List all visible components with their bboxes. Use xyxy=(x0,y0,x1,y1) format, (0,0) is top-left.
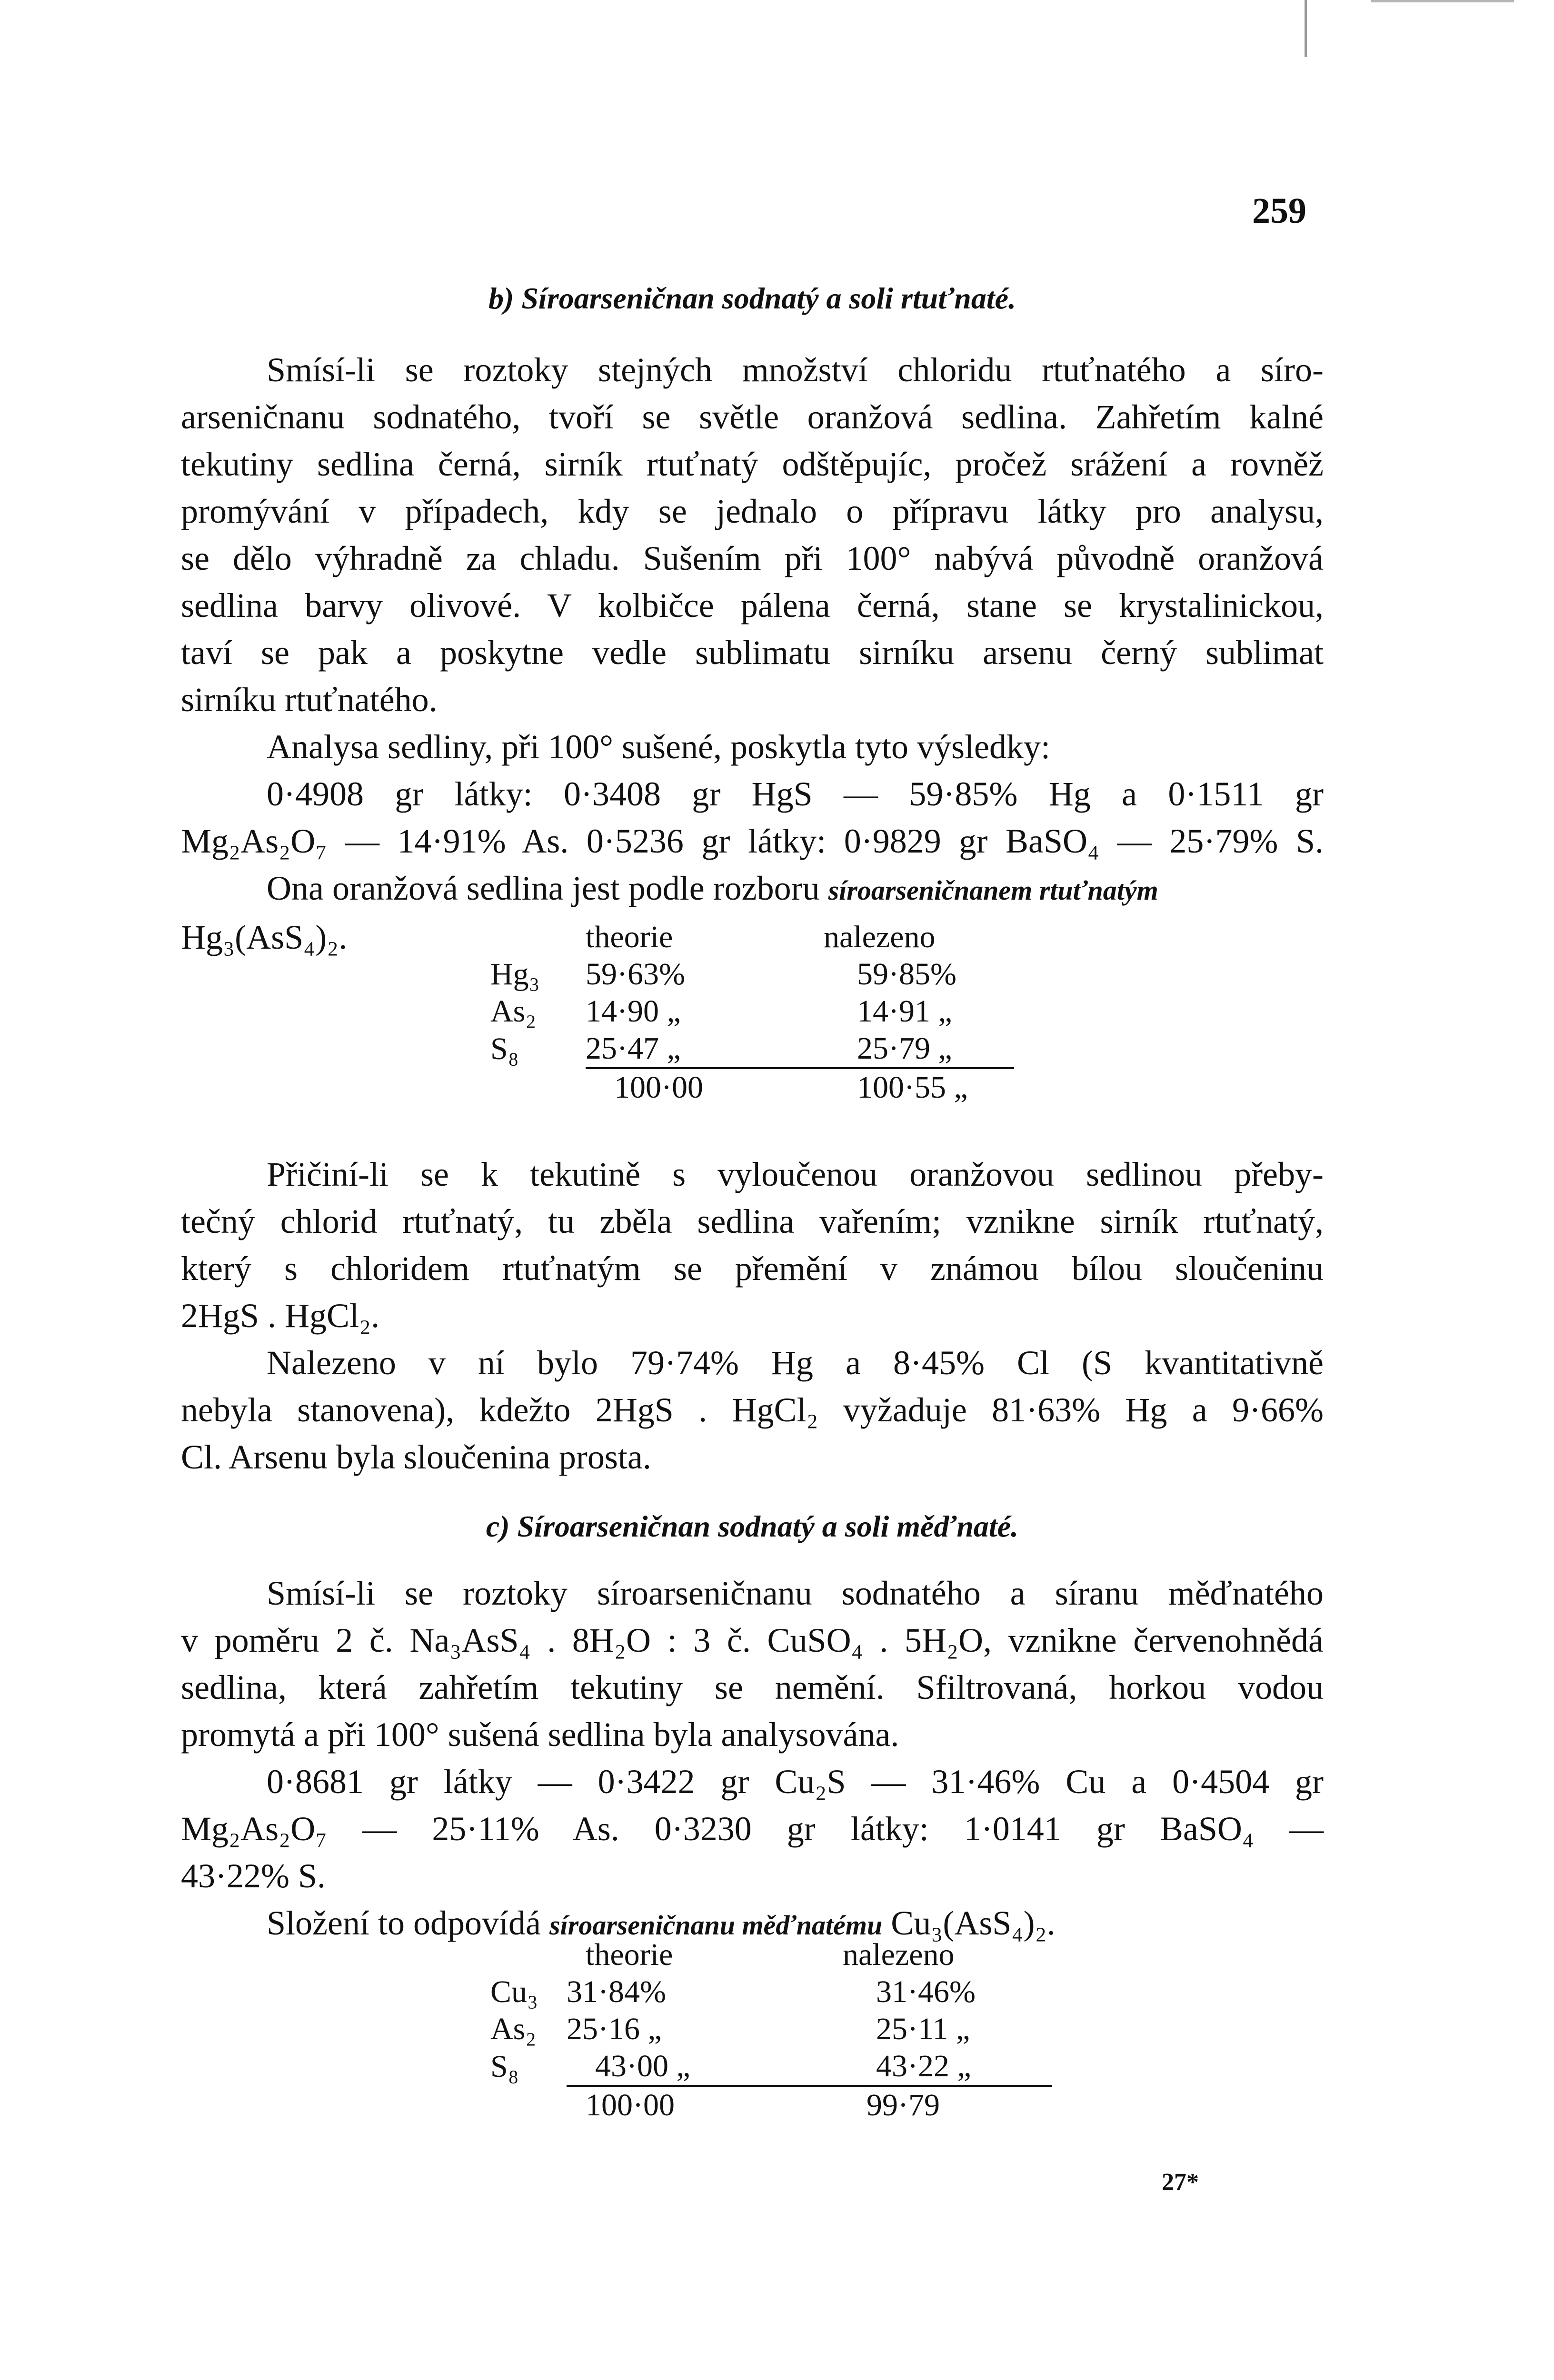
element: S₈ xyxy=(490,1031,519,1066)
element: S₈ xyxy=(490,2049,519,2084)
text-line: sirníku rtuťnatého. xyxy=(181,681,438,719)
element: Cu₃ xyxy=(490,1974,538,2009)
table-row xyxy=(490,1973,1052,2011)
element: As₂ xyxy=(490,2012,537,2046)
analysis-result-line: Mg₂As₂O₇ — 14·91% As. 0·5236 gr látky: 0·9829 gr BaSO₄ — 25·79% S. xyxy=(181,822,1324,860)
text-line: Smísí-li se roztoky síroarseničnanu sodnatého a síranu měďnatého xyxy=(267,1574,1324,1612)
analysis-result-line: 43·22% S. xyxy=(181,1857,326,1895)
table-row xyxy=(490,956,1014,993)
page-number: 259 xyxy=(1252,191,1306,231)
found-value: 14·91 „ xyxy=(857,994,952,1029)
section-b-paragraph-5 xyxy=(181,1151,1324,1481)
scan-edge-mark xyxy=(1305,0,1312,57)
section-c-heading xyxy=(181,1509,1324,1544)
table-row xyxy=(490,2048,1052,2086)
text-line: v poměru 2 č. Na₃AsS₄ . 8H₂O : 3 č. CuSO₄ . 5H₂O, vznikne červenohnědá xyxy=(181,1621,1324,1659)
compound-name: síroarseničnanem rtuťnatým xyxy=(828,875,1158,906)
table-row xyxy=(490,993,1014,1030)
section-c-label: c) xyxy=(486,1509,510,1543)
text-line: se dělo výhradně za chladu. Sušením při 100° nabývá původně oranžová xyxy=(181,539,1324,577)
text-line: sedlina, která zahřetím tekutiny se nemění. Sfiltrovaná, horkou vodou xyxy=(181,1668,1324,1706)
header-found: nalezeno xyxy=(843,1937,955,1972)
text-line: Smísí-li se roztoky stejných množství chloridu rtuťnatého a síro- xyxy=(267,351,1324,389)
composition-text: Ona oranžová sedlina jest podle rozboru xyxy=(267,869,820,907)
text-line: taví se pak a poskytne vedle sublimatu sirníku arsenu černý sublimat xyxy=(181,634,1324,672)
section-c-title: Síroarseničnan sodnatý a soli měďnaté. xyxy=(517,1509,1019,1543)
compound-formula: Cu₃(AsS₄)₂. xyxy=(891,1904,1056,1942)
element: As₂ xyxy=(490,994,537,1029)
text-line: tekutiny sedlina černá, sirník rtuťnatý odštěpujíc, pročež srážení a rovněž xyxy=(181,445,1324,483)
header-found: nalezeno xyxy=(824,920,936,954)
text-line: arseničnanu sodnatého, tvoří se světle oranžová sedlina. Zahřetím kalné xyxy=(181,398,1324,436)
found-value: 43·22 „ xyxy=(824,2048,1052,2086)
text-line: nebyla stanovena), kdežto 2HgS . HgCl₂ vyžaduje 81·63% Hg a 9·66% xyxy=(181,1391,1324,1429)
text-line: který s chloridem rtuťnatým se přemění v známou bílou sloučeninu xyxy=(181,1250,1324,1288)
found-value: 59·85% xyxy=(857,957,956,992)
element: Hg₃ xyxy=(490,957,540,992)
section-b-title: Síroarseničnan sodnatý a soli rtuťnaté. xyxy=(521,281,1016,315)
total-found: 100·55 „ xyxy=(857,1070,968,1105)
theory-value: 25·47 „ xyxy=(586,1030,767,1068)
theory-value: 31·84% xyxy=(567,1974,666,2009)
section-b-heading xyxy=(181,281,1324,316)
table-total-row xyxy=(490,1068,1014,1106)
table-row xyxy=(490,1030,1014,1068)
text-line: promývání v případech, kdy se jednalo o přípravu látky pro analysu, xyxy=(181,492,1324,530)
text-line: sedlina barvy olivové. V kolbičce pálena černá, stane se krystalinickou, xyxy=(181,586,1324,625)
compound-name: síroarseničnanu měďnatému xyxy=(549,1910,883,1941)
analysis-result-line: 0·4908 gr látky: 0·3408 gr HgS — 59·85% Hg a 0·1511 gr xyxy=(267,775,1324,813)
text-line: Cl. Arsenu byla sloučenina prosta. xyxy=(181,1438,651,1476)
formula-line: 2HgS . HgCl₂. xyxy=(181,1297,380,1335)
results-table-c xyxy=(490,1936,1052,2124)
table-total-row xyxy=(490,2086,1052,2124)
header-theory: theorie xyxy=(586,920,673,954)
compound-formula: Hg₃(AsS₄)₂. xyxy=(181,918,348,956)
theory-value: 43·00 „ xyxy=(567,2048,786,2086)
table-row xyxy=(490,2011,1052,2048)
total-found: 99·79 xyxy=(867,2088,940,2122)
analysis-result-line: Mg₂As₂O₇ — 25·11% As. 0·3230 gr látky: 1·0141 gr BaSO₄ — xyxy=(181,1810,1324,1848)
header-theory: theorie xyxy=(586,1937,673,1972)
theory-value: 59·63% xyxy=(586,957,685,992)
text-line: tečný chlorid rtuťnatý, tu zběla sedlina vařením; vznikne sirník rtuťnatý, xyxy=(181,1202,1324,1240)
section-b-label: b) xyxy=(488,281,514,315)
scan-edge-mark xyxy=(1371,0,1514,2)
section-c-paragraph-1 xyxy=(181,1570,1324,1949)
text-line: Nalezeno v ní bylo 79·74% Hg a 8·45% Cl (S kvantitativně xyxy=(267,1344,1324,1382)
text-line: promytá a při 100° sušená sedlina byla analysována. xyxy=(181,1716,899,1754)
results-table-b xyxy=(490,919,1014,1106)
found-value: 25·11 „ xyxy=(876,2012,970,2046)
found-value: 31·46% xyxy=(876,1974,976,2009)
total-theory: 100·00 xyxy=(614,1070,703,1105)
analysis-result-line: 0·8681 gr látky — 0·3422 gr Cu₂S — 31·46% Cu a 0·4504 gr xyxy=(267,1763,1324,1801)
section-b-paragraph-1 xyxy=(181,347,1324,961)
theory-value: 25·16 „ xyxy=(567,2012,662,2046)
total-theory: 100·00 xyxy=(586,2088,675,2122)
text-line: Přičiní-li se k tekutině s vyloučenou oranžovou sedlinou přeby- xyxy=(267,1155,1324,1193)
composition-sentence xyxy=(181,865,1324,914)
composition-text: Složení to odpovídá xyxy=(267,1904,541,1942)
signature-mark: 27* xyxy=(1162,2169,1199,2196)
found-value: 25·79 „ xyxy=(824,1030,1014,1068)
theory-value: 14·90 „ xyxy=(586,994,681,1029)
analysis-intro: Analysa sedliny, při 100° sušené, poskytla tyto výsledky: xyxy=(267,728,1050,766)
